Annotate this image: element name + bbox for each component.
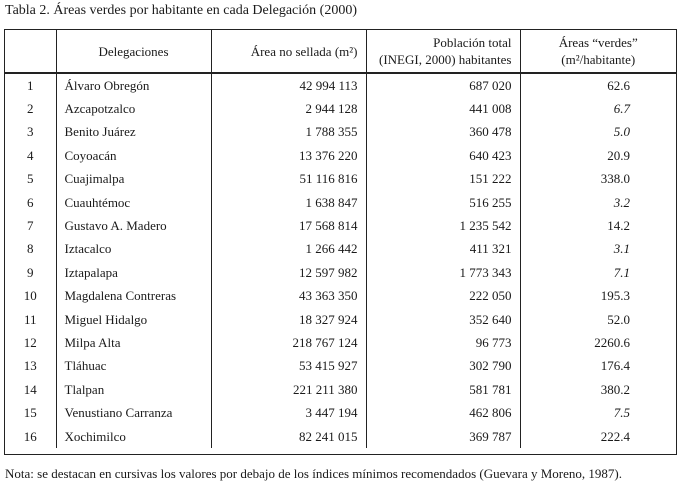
poblacion-value: 352 640: [366, 308, 520, 331]
areas-verdes-value: 6.7: [520, 97, 676, 120]
areas-verdes-value: 380.2: [520, 378, 676, 401]
areas-verdes-value: 222.4: [520, 425, 676, 448]
table-row: [5, 308, 676, 331]
area-no-sellada-value: 1 638 847: [211, 191, 366, 214]
poblacion-value: 96 773: [366, 331, 520, 354]
row-number: 9: [27, 264, 34, 280]
delegacion-name: Álvaro Obregón: [56, 74, 211, 98]
area-no-sellada-value: 1 266 442: [211, 238, 366, 261]
delegacion-name: Cuajimalpa: [56, 168, 211, 191]
poblacion-value: 369 787: [366, 425, 520, 448]
row-number: 8: [27, 241, 34, 257]
delegacion-name: Cuauhtémoc: [56, 191, 211, 214]
row-number: 15: [23, 405, 37, 421]
areas-verdes-table: [5, 30, 676, 448]
row-number: 11: [23, 311, 37, 327]
area-no-sellada-value: 42 994 113: [211, 74, 366, 98]
area-no-sellada-value: 1 788 355: [211, 121, 366, 144]
area-no-sellada-value: 3 447 194: [211, 401, 366, 424]
poblacion-value: 302 790: [366, 355, 520, 378]
poblacion-value: 1 235 542: [366, 214, 520, 237]
area-no-sellada-value: 18 327 924: [211, 308, 366, 331]
delegacion-name: Xochimilco: [56, 425, 211, 448]
poblacion-value: 411 321: [366, 238, 520, 261]
areas-verdes-value: 62.6: [520, 74, 676, 98]
poblacion-value: 516 255: [366, 191, 520, 214]
area-no-sellada-value: 221 211 380: [211, 378, 366, 401]
delegacion-name: Benito Juárez: [56, 121, 211, 144]
table-caption: Tabla 2. Áreas verdes por habitante en cada Delegación (2000): [5, 3, 357, 18]
delegacion-name: Magdalena Contreras: [56, 285, 211, 308]
areas-verdes-value: 52.0: [520, 308, 676, 331]
header-area-no-sellada: Área no sellada (m²): [211, 30, 366, 73]
row-number: 12: [23, 334, 37, 350]
areas-verdes-value: 2260.6: [520, 331, 676, 354]
row-number: 14: [23, 381, 37, 397]
table-row: [5, 97, 676, 120]
delegacion-name: Tláhuac: [56, 355, 211, 378]
row-number: 7: [27, 218, 34, 234]
table-row: [5, 214, 676, 237]
row-number: 6: [27, 194, 34, 210]
table-row: [5, 144, 676, 167]
poblacion-value: 462 806: [366, 401, 520, 424]
areas-verdes-value: 14.2: [520, 214, 676, 237]
row-number: 5: [27, 171, 34, 187]
table-row: [5, 168, 676, 191]
header-delegaciones: Delegaciones: [56, 30, 211, 73]
delegacion-name: Miguel Hidalgo: [56, 308, 211, 331]
areas-verdes-value: 5.0: [520, 121, 676, 144]
poblacion-value: 222 050: [366, 285, 520, 308]
table-row: [5, 285, 676, 308]
table-row: [5, 378, 676, 401]
row-number: 2: [27, 101, 34, 117]
table-note: Nota: se destacan en cursivas los valores por debajo de los índices mínimos recomendados (Guevara y Moreno, 1987).: [5, 466, 622, 481]
delegacion-name: Tlalpan: [56, 378, 211, 401]
poblacion-value: 687 020: [366, 74, 520, 98]
row-number: 10: [23, 288, 37, 304]
areas-verdes-value: 338.0: [520, 168, 676, 191]
areas-verdes-value: 3.1: [520, 238, 676, 261]
table-row: [5, 74, 676, 98]
row-number: 4: [27, 147, 34, 163]
table-row: [5, 261, 676, 284]
area-no-sellada-value: 13 376 220: [211, 144, 366, 167]
delegacion-name: Gustavo A. Madero: [56, 214, 211, 237]
area-no-sellada-value: 53 415 927: [211, 355, 366, 378]
table-row: [5, 331, 676, 354]
table-body: [5, 74, 676, 449]
header-number: [5, 30, 56, 73]
table-row: [5, 425, 676, 448]
areas-verdes-value: 20.9: [520, 144, 676, 167]
row-number: 3: [27, 124, 34, 140]
table-header-row: [5, 30, 676, 73]
table-row: [5, 191, 676, 214]
delegacion-name: Milpa Alta: [56, 331, 211, 354]
poblacion-value: 1 773 343: [366, 261, 520, 284]
delegacion-name: Iztapalapa: [56, 261, 211, 284]
poblacion-value: 441 008: [366, 97, 520, 120]
areas-verdes-value: 7.5: [520, 401, 676, 424]
table-row: [5, 355, 676, 378]
areas-verdes-value: 176.4: [520, 355, 676, 378]
area-no-sellada-value: 12 597 982: [211, 261, 366, 284]
header-poblacion-total: Población total (INEGI, 2000) habitantes: [366, 30, 520, 73]
delegacion-name: Coyoacán: [56, 144, 211, 167]
row-number: 1: [27, 77, 34, 93]
areas-verdes-value: 7.1: [520, 261, 676, 284]
data-table-frame: [4, 29, 677, 455]
areas-verdes-value: 3.2: [520, 191, 676, 214]
area-no-sellada-value: 82 241 015: [211, 425, 366, 448]
delegacion-name: Venustiano Carranza: [56, 401, 211, 424]
delegacion-name: Azcapotzalco: [56, 97, 211, 120]
poblacion-value: 640 423: [366, 144, 520, 167]
delegacion-name: Iztacalco: [56, 238, 211, 261]
table-row: [5, 238, 676, 261]
table-row: [5, 401, 676, 424]
areas-verdes-value: 195.3: [520, 285, 676, 308]
area-no-sellada-value: 43 363 350: [211, 285, 366, 308]
header-areas-verdes: Áreas “verdes” (m²/habitante): [520, 30, 676, 73]
row-number: 13: [23, 358, 37, 374]
table-row: [5, 121, 676, 144]
row-number: 16: [23, 428, 37, 444]
poblacion-value: 581 781: [366, 378, 520, 401]
poblacion-value: 360 478: [366, 121, 520, 144]
poblacion-value: 151 222: [366, 168, 520, 191]
area-no-sellada-value: 17 568 814: [211, 214, 366, 237]
area-no-sellada-value: 218 767 124: [211, 331, 366, 354]
area-no-sellada-value: 2 944 128: [211, 97, 366, 120]
area-no-sellada-value: 51 116 816: [211, 168, 366, 191]
